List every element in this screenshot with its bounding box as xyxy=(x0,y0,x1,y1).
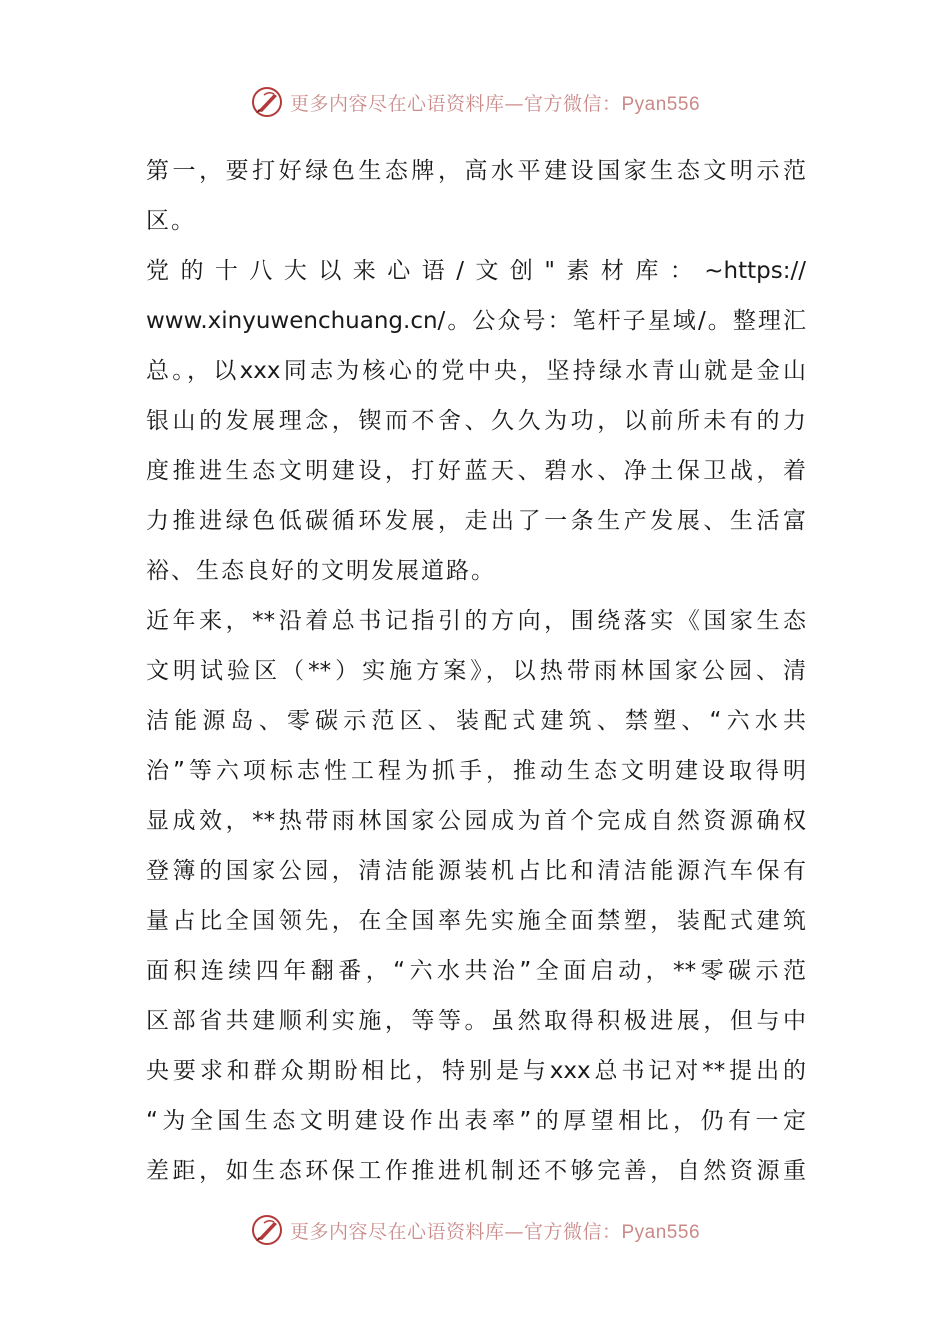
body-line: 第一，要打好绿色生态牌，高水平建设国家生态文明示范 xyxy=(146,158,806,184)
body-line: 显成效，**热带雨林国家公园成为首个完成自然资源确权 xyxy=(146,808,806,834)
body-line: 区部省共建顺利实施，等等。虽然取得积极进展，但与中 xyxy=(146,1008,806,1034)
body-line: 差距，如生态环保工作推进机制还不够完善，自然资源重 xyxy=(146,1158,806,1184)
header-watermark xyxy=(0,82,950,122)
body-line: 央要求和群众期盼相比，特别是与xxx总书记对**提出的 xyxy=(146,1058,806,1084)
body-line: 区。 xyxy=(146,208,196,234)
body-line: 力推进绿色低碳循环发展，走出了一条生产发展、生活富 xyxy=(146,508,806,534)
quill-logo-icon xyxy=(250,1213,284,1247)
body-line: 度推进生态文明建设，打好蓝天、碧水、净土保卫战，着 xyxy=(146,458,806,484)
body-line: 治”等六项标志性工程为抓手，推动生态文明建设取得明 xyxy=(146,758,806,784)
body-line: 登簿的国家公园，清洁能源装机占比和清洁能源汽车保有 xyxy=(146,858,806,884)
body-line: 银山的发展理念，锲而不舍、久久为功，以前所未有的力 xyxy=(146,408,806,434)
header-watermark-text: 更多内容尽在心语资料库—官方微信：Pyan556 xyxy=(289,92,701,115)
body-line: 面积连续四年翻番，“六水共治”全面启动，**零碳示范 xyxy=(146,958,806,984)
quill-logo-icon xyxy=(250,85,284,119)
body-line: www.xinyuwenchuang.cn/。公众号：笔杆子星域/。整理汇 xyxy=(146,308,806,334)
body-line: “为全国生态文明建设作出表率”的厚望相比，仍有一定 xyxy=(146,1108,806,1134)
body-line: 党的十八大以来心语/文创"素材库：~https:// xyxy=(146,258,806,284)
body-line: 裕、生态良好的文明发展道路。 xyxy=(146,558,496,584)
body-line: 洁能源岛、零碳示范区、装配式建筑、禁塑、“六水共 xyxy=(146,708,806,734)
body-line: 文明试验区（**）实施方案》，以热带雨林国家公园、清 xyxy=(146,658,806,684)
body-line: 近年来，**沿着总书记指引的方向，围绕落实《国家生态 xyxy=(146,608,806,634)
body-line: 总。，以xxx同志为核心的党中央，坚持绿水青山就是金山 xyxy=(146,358,806,384)
footer-watermark-text: 更多内容尽在心语资料库—官方微信：Pyan556 xyxy=(289,1220,701,1243)
footer-watermark xyxy=(0,1210,950,1250)
document-body xyxy=(146,146,806,1196)
body-line: 量占比全国领先，在全国率先实施全面禁塑，装配式建筑 xyxy=(146,908,806,934)
